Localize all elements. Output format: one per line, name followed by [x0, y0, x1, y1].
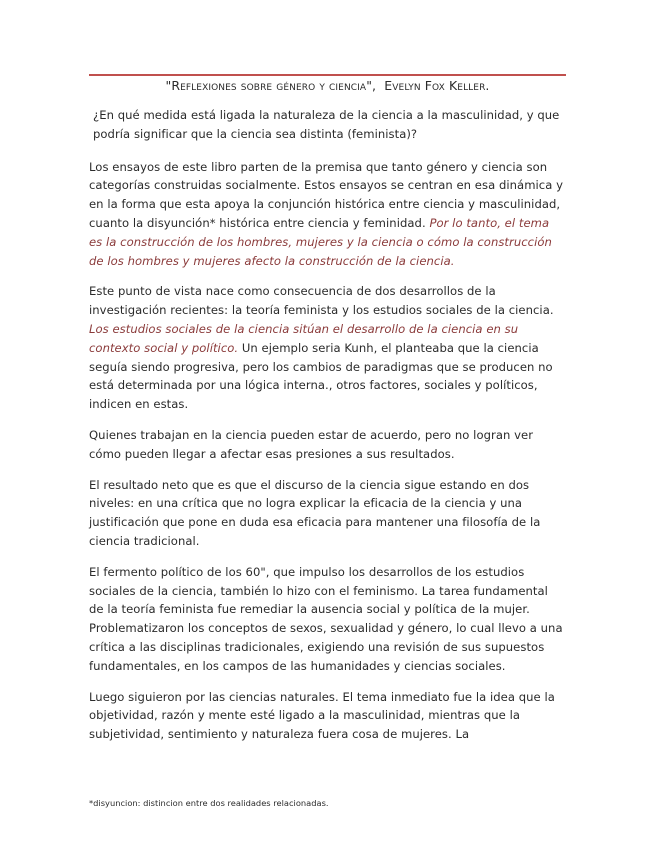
paragraph-3-text-end: Un ejemplo seria Kunh, el planteaba que la ciencia seguía siendo progresiva, pero los cambios de paradigmas que se producen no está determinada por una lógica interna., otros factores, sociales y políticos, indicen en estas.	[89, 340, 553, 412]
author-name: Evelyn Fox Keller.	[384, 78, 490, 93]
paragraph-3-highlight: Los estudios sociales de la ciencia sitúan el desarrollo de la ciencia en su contexto social y político.	[89, 321, 519, 355]
paragraph-intro-question: ¿En qué medida está ligada la naturaleza de la ciencia a la masculinidad, y que podría significar que la ciencia sea distinta (feminista)?	[93, 108, 560, 141]
document-title	[89, 78, 566, 93]
title-text: "Reflexiones sobre género y ciencia",	[165, 78, 377, 93]
paragraph-6: El fermento político de los 60", que impulso los desarrollos de los estudios sociales de la ciencia, también lo hizo con el feminismo. La tarea fundamental de la teoría feminista fue remediar la ausencia social y política de la mujer. Problematizaron los conceptos de sexos, sexualidad y género, lo cual llevo a una crítica a las disciplinas tradicionales, exigiendo una revisión de sus supuestos fundamentales, en los campos de las humanidades y ciencias sociales.	[89, 564, 563, 673]
paragraph-3	[89, 282, 566, 414]
paragraph-4: Quienes trabajan en la ciencia pueden estar de acuerdo, pero no logran ver cómo pueden llegar a afectar esas presiones a sus resultados.	[89, 427, 534, 461]
paragraph-2-text: Los ensayos de este libro parten de la premisa que tanto género y ciencia son categorías construidas socialmente. Estos ensayos se centran en esa dinámica y en la forma que esta apoya la conjunción histórica entre ciencia y masculinidad, cuanto la disyunción* histórica entre ciencia y feminidad.	[89, 159, 564, 230]
paragraph-2-highlight: Por lo tanto, el tema es la construcción de los hombres, mujeres y la ciencia o cómo la construcción de los hombres y mujeres afecto la construcción de la ciencia.	[89, 215, 552, 268]
paragraph-3-text: Este punto de vista nace como consecuencia de dos desarrollos de la investigación recientes: la teoría feminista y los estudios sociales de la ciencia.	[89, 284, 554, 318]
document-body	[89, 106, 566, 756]
header-rule	[89, 74, 566, 76]
paragraph-7: Luego siguieron por las ciencias naturales. El tema inmediato fue la idea que la objetividad, razón y mente esté ligado a la masculinidad, mientras que la subjetividad, sentimiento y naturaleza fuera cosa de mujeres. La	[89, 689, 555, 742]
paragraph-5: El resultado neto que es que el discurso de la ciencia sigue estando en dos niveles: en una crítica que no logra explicar la eficacia de la ciencia y una justificación que pone en duda esa eficacia para mantener una filosofía de la ciencia tradicional.	[89, 477, 541, 548]
footnote: *disyuncion: distincion entre dos realidades relacionadas.	[89, 798, 329, 808]
paragraph-2	[89, 158, 566, 271]
